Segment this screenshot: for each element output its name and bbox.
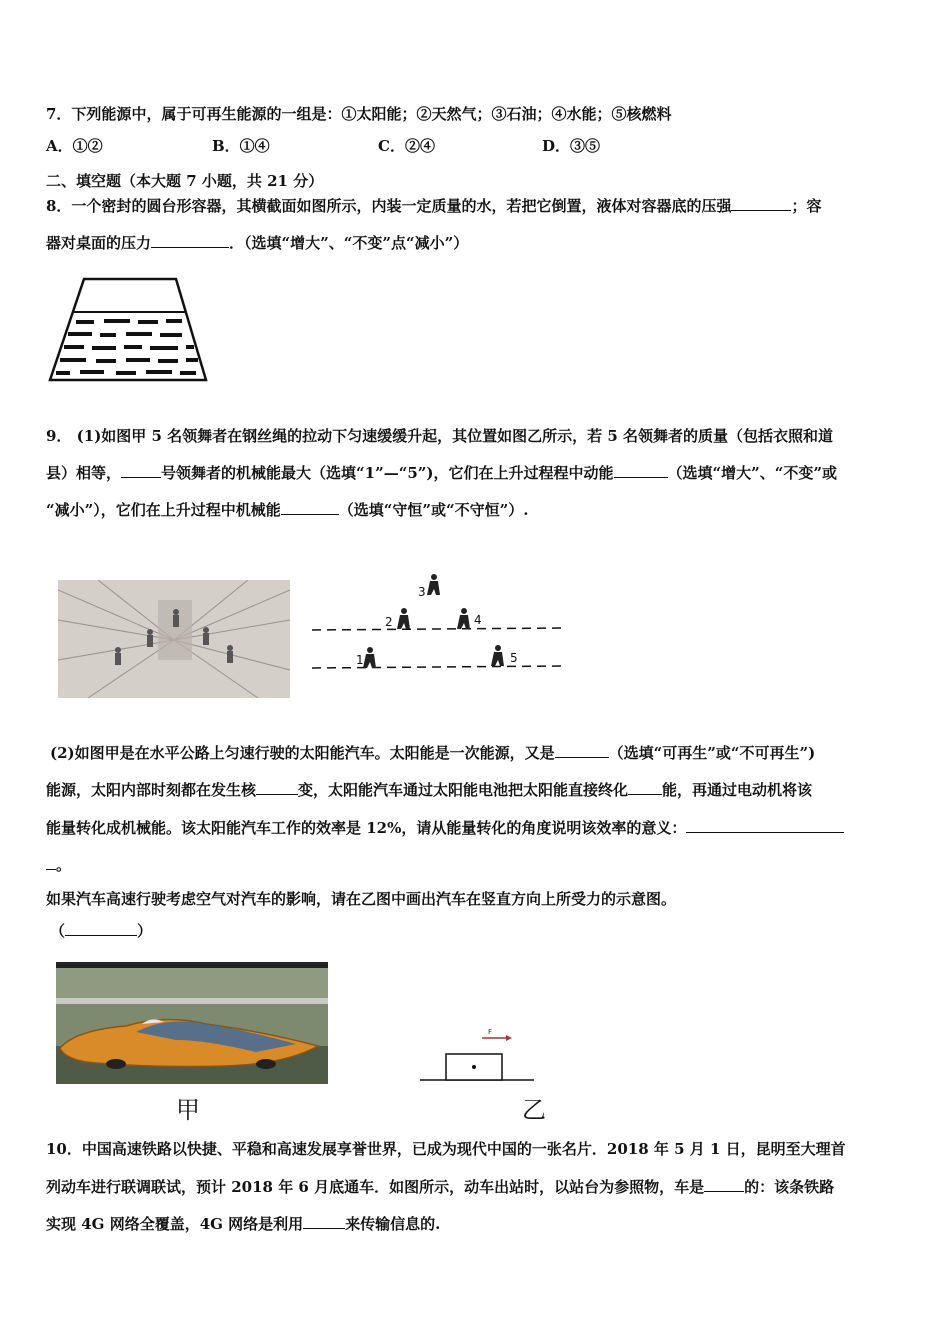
block-force-figure xyxy=(418,1024,536,1084)
answer-blank[interactable] xyxy=(628,780,662,795)
q9-text-2c: （选填“增大”、“不变”或 xyxy=(667,464,838,482)
q7-option-d: D．③⑤ xyxy=(542,137,601,155)
section-title: 二、填空题（本大题 7 小题，共 21 分） xyxy=(46,172,324,190)
q9-p3-text-2b: ） xyxy=(137,922,153,940)
q9-text-3b: （选填“守恒”或“不守恒”）. xyxy=(338,501,529,519)
stage-photo xyxy=(58,580,290,698)
q9-p2-line-4 xyxy=(46,855,71,875)
q9-p2-text-2a: 能源，太阳内部时刻都在发生核 xyxy=(46,781,257,799)
q10-text-3a: 实现 4G 网络全覆盖，4G 网络是利用 xyxy=(46,1215,304,1233)
q9-p2-text-4: 。 xyxy=(56,856,72,874)
answer-blank[interactable] xyxy=(121,463,161,478)
answer-blank[interactable] xyxy=(686,818,844,833)
q7-option-c: C．②④ xyxy=(378,137,435,155)
q9-p2-line-3 xyxy=(46,818,844,838)
q10-line-1: 10．中国高速铁路以快捷、平稳和高速发展享誉世界，已成为现代中国的一张名片．2018 年 5 月 1 日，昆明至大理首 xyxy=(46,1140,846,1158)
figure-label-yi: 乙 xyxy=(522,1096,546,1124)
answer-blank[interactable] xyxy=(65,921,137,936)
q9-p2-text-1b: （选填“可再生”或“不可再生”) xyxy=(608,744,816,762)
answer-blank[interactable] xyxy=(281,500,339,515)
figure-label-jia: 甲 xyxy=(176,1096,200,1124)
q9-p2-text-2b: 变，太阳能汽车通过太阳能电池把太阳能直接终化 xyxy=(298,781,629,799)
q9-line-3 xyxy=(46,500,529,520)
stage-photo-art xyxy=(58,580,290,698)
q9-text-3a: “减小”），它们在上升过程中机械能 xyxy=(46,501,281,519)
q9-text-2a: 县）相等， xyxy=(46,464,122,482)
q9-p2-text-3: 能量转化成机械能。该太阳能汽车工作的效率是 12%，请从能量转化的角度说明该效率的意义： xyxy=(46,819,687,837)
dancer-position-figure xyxy=(308,568,568,674)
q8-text-2a: 器对桌面的压力 xyxy=(46,234,152,252)
solar-car-photo xyxy=(56,962,328,1084)
answer-blank[interactable] xyxy=(731,196,791,211)
q9-p2-line-2 xyxy=(46,780,812,800)
force-arrow-label: F xyxy=(488,1028,493,1036)
dancer-label-4: 4 xyxy=(474,613,482,627)
q9-line-1: 9． (1)如图甲 5 名领舞者在钢丝绳的拉动下匀速缓缓升起，其位置如图乙所示，若 5 名领舞者的质量（包括衣照和道 xyxy=(46,427,834,445)
container-figure xyxy=(46,276,210,384)
dancer-label-2: 2 xyxy=(385,615,393,629)
q7-option-b: B．①④ xyxy=(212,137,270,155)
q9-p2-text-1a: (2)如图甲是在水平公路上匀速行驶的太阳能汽车。太阳能是一次能源，又是 xyxy=(50,744,555,762)
q9-p2-text-2c: 能，再通过电动机将该 xyxy=(662,781,813,799)
q10-line-2 xyxy=(46,1177,834,1197)
q10-line-3 xyxy=(46,1214,440,1234)
q8-line-1 xyxy=(46,196,821,216)
q8-text-2b: ．（选填“增大”、“不变”点“减小”） xyxy=(229,234,469,252)
answer-blank[interactable] xyxy=(303,1214,345,1229)
answer-blank[interactable] xyxy=(555,743,609,758)
q9-p3-text-2a: （ xyxy=(50,922,66,940)
answer-blank[interactable] xyxy=(614,463,668,478)
q10-text-3b: 来传输信息的. xyxy=(345,1215,441,1233)
q9-text-2b: 号领舞者的机械能最大（选填“1”—“5”)，它们在上升过程程中动能 xyxy=(161,464,614,482)
answer-blank[interactable] xyxy=(256,780,298,795)
q7-stem: 7．下列能源中，属于可再生能源的一组是：①太阳能；②天然气；③石油；④水能；⑤核燃料 xyxy=(46,105,672,123)
q10-text-2a: 列动车进行联调联试，预计 2018 年 6 月底通车．如图所示，动车出站时，以站台为参照物，车是 xyxy=(46,1178,705,1196)
q8-text-1b: ；容 xyxy=(791,197,822,215)
dancer-label-5: 5 xyxy=(510,651,518,665)
q8-text-1a: 8．一个密封的圆台形容器，其横截面如图所示，内装一定质量的水，若把它倒置，液体对容器底的压强 xyxy=(46,197,732,215)
dancer-label-1: 1 xyxy=(356,653,364,667)
q9-line-2 xyxy=(46,463,837,483)
dancer-label-3: 3 xyxy=(418,585,426,599)
q9-p3-line-2 xyxy=(50,921,152,941)
answer-blank[interactable] xyxy=(151,233,229,248)
q8-line-2 xyxy=(46,233,468,253)
q9-p3-line-1: 如果汽车高速行驶考虑空气对汽车的影响，请在乙图中画出汽车在竖直方向上所受力的示意图。 xyxy=(46,890,677,908)
answer-blank[interactable] xyxy=(704,1177,744,1192)
q7-option-a: A．①② xyxy=(46,137,103,155)
q10-text-2b: 的：该条铁路 xyxy=(744,1178,835,1196)
answer-blank[interactable] xyxy=(46,855,56,870)
q9-p2-line-1 xyxy=(50,743,815,763)
solar-car-art xyxy=(56,962,328,1084)
